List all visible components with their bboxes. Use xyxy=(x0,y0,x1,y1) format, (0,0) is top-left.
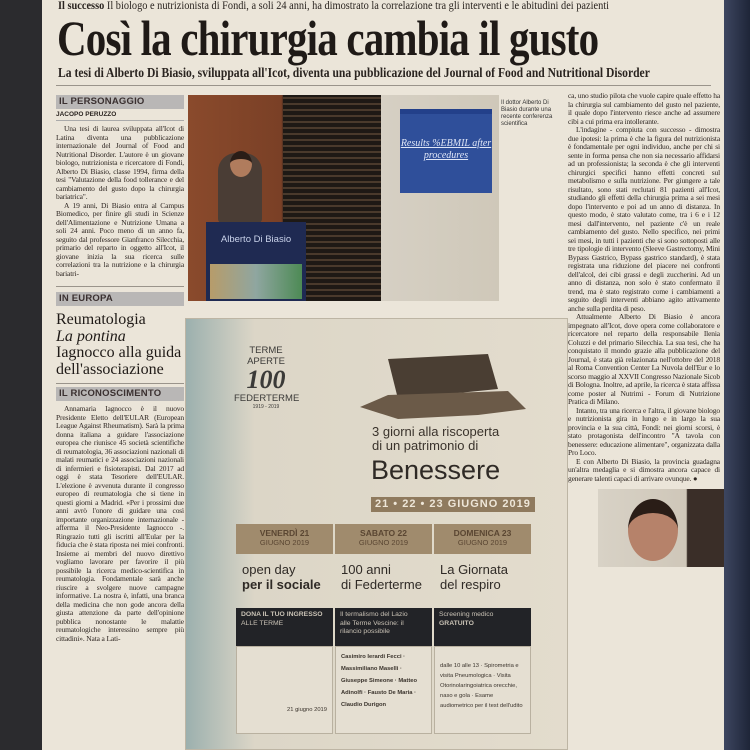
day-name: DOMENICA 23 xyxy=(453,528,512,538)
highlight-line: ALLE TERME xyxy=(241,619,284,627)
title-line: del respiro xyxy=(440,577,501,592)
slide-text: Results %EBMIL after procedures xyxy=(400,138,492,161)
title-line: per il sociale xyxy=(242,577,321,592)
background-edge xyxy=(724,0,750,750)
presentation-slide xyxy=(400,109,492,193)
conference-photo xyxy=(188,95,499,301)
ad-tagline xyxy=(372,425,499,453)
terme-aperte-logo xyxy=(234,345,298,410)
detail-text: 21 giugno 2019 xyxy=(287,707,327,713)
tagline-line: 3 giorni alla riscoperta xyxy=(372,424,500,439)
divider xyxy=(56,85,711,86)
divider xyxy=(56,286,184,287)
day-month: GIUGNO 2019 xyxy=(259,538,310,547)
speaker-head xyxy=(230,151,252,177)
article-body-continued xyxy=(568,92,720,483)
day-title xyxy=(236,554,333,600)
podium-name: Alberto Di Biasio xyxy=(220,234,292,245)
logo-text: FEDERTERME xyxy=(234,393,300,404)
article-body xyxy=(56,125,184,278)
right-column xyxy=(568,92,720,567)
personaggio-column xyxy=(56,95,184,278)
headline-line: dell'associazione xyxy=(56,360,164,378)
day-column-saturday xyxy=(335,524,432,736)
headline-line: Reumatologia xyxy=(56,311,146,328)
paragraph: Intanto, tra una ricerca e l'altra, il giovane biologo e nutrizionista gira in lungo e in largo la sua provincia e la sua città, Fondi: nei giorni scorsi, è stato protagonista dell'incontro "A tavola con benessere: educazione alimentare", organizzata dalla Pro Loco. xyxy=(568,405,720,457)
portrait-face xyxy=(628,499,678,561)
paragraph: A 19 anni, Di Biasio entra al Campus Biomedico, per finire gli studi in Scienze dell'Alimentazione e Nutrizione Umana a soli 24 anni. Poco meno di un anno fa, seguito dal professore Gianfranco Silecchia, primario del reparto in oggetto all'Icot, il giovane inizia la sua ricerca sulle correlazioni tra la nutrizione e la chirurgia bariatri- xyxy=(56,200,184,278)
day-column-sunday xyxy=(434,524,531,736)
section-label: IL PERSONAGGIO xyxy=(56,95,184,109)
detail-text: Casimiro Ierardi Fecci · Massimiliano Maselli · Giuseppe Simeone · Matteo Adinolfi · Fausto De Maria · Claudio Durigon xyxy=(341,654,418,708)
europa-column xyxy=(56,292,184,643)
day-title xyxy=(434,554,531,600)
author-byline: JACOPO PERUZZO xyxy=(56,111,184,121)
paragraph: Annamaria Iagnocco è il nuovo Presidente Eletto dell'EULAR (European League Against Rheumatism). Sarà la prima donna italiana a guidare l'associazione europea che riunisce 45 società scientifiche di reumatologia, 36 associazioni nazionali di malati reumatici e 24 associazioni nazionali di infermieri e fisioterapisti. Dal 2017 ad oggi è stata Tesoriere dell'EULAR. L'elezione è avvenuta durante il congresso europeo di reumatologia che si tiene in questi giorni a Madrid. «Per i prossimi due anni avrò l'onore di guidare una così importante organizzazione internazionale - afferma il Neo-Presidente Iagnocco -. Ringrazio tutti gli iscritti all'Eular per la fiducia che è stata riposta nei miei confronti. Insieme ai membri del nuovo direttivo vogliamo lavorare per favorire il più possibile la ricerca medico-scientifica in reumatologia. Fondamentale sarà anche riuscire a svolgere nuove campagne informative. La nostra è, infatti, una branca della medicina che non gode ancora della giusta attenzione da parte dell'opinione pubblica nonostante le malattie reumatologiche interessino sempre più cittadini». Nata a Lati- xyxy=(56,404,184,643)
detail-text: dalle 10 alle 13 · Spirometria e visita Pneumologica · Visita Otorinolaringoiatrica orecchie, naso e gola · Esame audiometrico per il test dell'udito xyxy=(440,663,523,709)
day-details xyxy=(434,646,531,734)
europa-headline xyxy=(56,312,184,378)
photo-caption: Il dottor Alberto Di Biasio durante una recente conferenza scientifica xyxy=(501,100,553,127)
article-subtitle: La tesi di Alberto Di Biasio, sviluppata all'Icot, diventa una pubblicazione del Journal of Food and Nutritional Disorder xyxy=(58,65,650,80)
title-line: open day xyxy=(242,562,296,577)
highlight-line: DONA IL TUO INGRESSO xyxy=(241,611,323,618)
divider xyxy=(56,383,184,384)
paragraph: ca, uno studio pilota che vuole capire quale effetto ha la chirurgia sul cambiamento del gusto nel paziente, il quale dopo l'intervento riesce anche ad assumere cibi a cui prima era intollerante. xyxy=(568,91,720,126)
left-column xyxy=(56,95,184,643)
rock-illustration xyxy=(358,349,528,421)
day-details xyxy=(335,646,432,734)
podium-image xyxy=(210,264,302,299)
day-title xyxy=(335,554,432,600)
day-header xyxy=(236,524,333,554)
day-month: GIUGNO 2019 xyxy=(358,538,409,547)
day-column-friday xyxy=(236,524,333,736)
day-header xyxy=(434,524,531,554)
day-header xyxy=(335,524,432,554)
day-highlight xyxy=(236,608,333,646)
headline-line: Iagnocco alla guida xyxy=(56,344,182,361)
federterme-advertisement xyxy=(185,318,568,750)
logo-number: 100 xyxy=(246,365,286,394)
highlight-line: Il termalismo del Lazio xyxy=(340,611,408,618)
day-name: VENERDÌ 21 xyxy=(259,528,310,538)
kicker-text: Il biologo e nutrizionista di Fondi, a soli 24 anni, ha dimostrato la correlazione tra gli interventi e le abitudini dei pazienti xyxy=(106,0,610,12)
highlight-line: Screening medico xyxy=(439,611,494,618)
podium xyxy=(206,222,306,301)
day-highlight xyxy=(434,608,531,646)
newspaper-page xyxy=(42,0,724,750)
ad-benessere: Benessere xyxy=(371,455,501,485)
kicker-label: Il successo xyxy=(58,0,105,12)
headline-line: La pontina xyxy=(56,327,126,345)
title-line: di Federterme xyxy=(341,577,422,592)
paragraph: Una tesi di laurea sviluppata all'Icot di Latina diventa una pubblicazione internazionale del Journal of Food and Nutritional Disorder. L'autore è un giovane biologo, nutrizionista e ricercatore di Fondi, Alberto Di Biasio, classe 1994, firma della tesi "Valutazione della food tollerance e del cambiamento del gusto dopo la chirurgia bariatrica". xyxy=(56,124,184,201)
day-month: GIUGNO 2019 xyxy=(457,538,508,547)
highlight-line: alle Terme Vescine: il rilancio possibile xyxy=(340,619,404,635)
highlight-line: GRATUITO xyxy=(439,619,474,627)
logo-text: TERME APERTE xyxy=(247,345,285,367)
subsection-label: IL RICONOSCIMENTO xyxy=(56,387,184,401)
paragraph: L'indagine - compiuta con successo - dimostra due ipotesi: la prima è che la figura del nutrizionista è fondamentale per ogni individuo, anche per chi si sente in forma pensa che non sia necessario affidarsi ad un professionista; la seconda è che gli interventi chirurgici specifici hanno effetti concreti sul metabolismo e sulla nutrizione. Per giungere a tale risultato, sono stati reclutati 81 pazienti all'Icot, studiando gli effetti della chirurgia prima a sei mesi dopo l'intervento e poi ad un anno di distanza. In questo modo, è stato valutato come, tra i 6 e i 12 mesi dall'intervento, nel paziente c'è un reale cambiamento del gusto. Nello specifico, nei primi sei mesi, in tutti i pazienti che si sono sottoposti alle tre tipologie di intervento (Sleeve Gastrectomy, Mini Bypass Gastrico, Bypass gastrico standard), è stata registrata una riduzione del piacere nei confronti dell'alcol, dei cibi grassi e degli zuccherini. Ad un anno di distanza, non solo è stato confermato il trend, ma è stato registrato come i cambiamenti a seguito degli interventi abbiano agito attivamente anche sulla perdita di peso. xyxy=(568,125,720,313)
paragraph: E con Alberto Di Biasio, la provincia guadagna un'altra medaglia e si dimostra ancora capace di generare talenti capaci di arrivare ovunque. ● xyxy=(568,456,720,483)
day-name: SABATO 22 xyxy=(360,528,407,538)
ad-dates: 21 • 22 • 23 GIUGNO 2019 xyxy=(371,497,535,512)
article-title: Così la chirurgia cambia il gusto xyxy=(57,10,599,66)
title-line: 100 anni xyxy=(341,562,391,577)
article-body xyxy=(56,405,184,643)
tagline-line: di un patrimonio di xyxy=(372,438,479,453)
day-details xyxy=(236,646,333,734)
paragraph: Attualmente Alberto Di Biasio è ancora impegnato all'Icot, dove opera come collaboratore e ricercatore nel reparto della responsabile Ilenia Coluzzi e del primario Silecchia. La sua tesi, che ha conquistato il mondo grazie alla pubblicazione del Journal, è stata già relazionata nell'ottobre del 2018 al Roma Convention Center La Nuvola dell'Eur e lo scorso maggio al XXVII Congresso Nazionale Sicob di Bologna. Inoltre, ad aprile, la ricerca è stata affissa come poster al Nutrimi - Forum di Nutrizione Pratica di Milano. xyxy=(568,312,720,406)
title-line: La Giornata xyxy=(440,562,508,577)
section-label: IN EUROPA xyxy=(56,292,184,306)
day-highlight xyxy=(335,608,432,646)
portrait-photo xyxy=(598,489,724,567)
logo-years: 1919 - 2019 xyxy=(252,404,280,410)
